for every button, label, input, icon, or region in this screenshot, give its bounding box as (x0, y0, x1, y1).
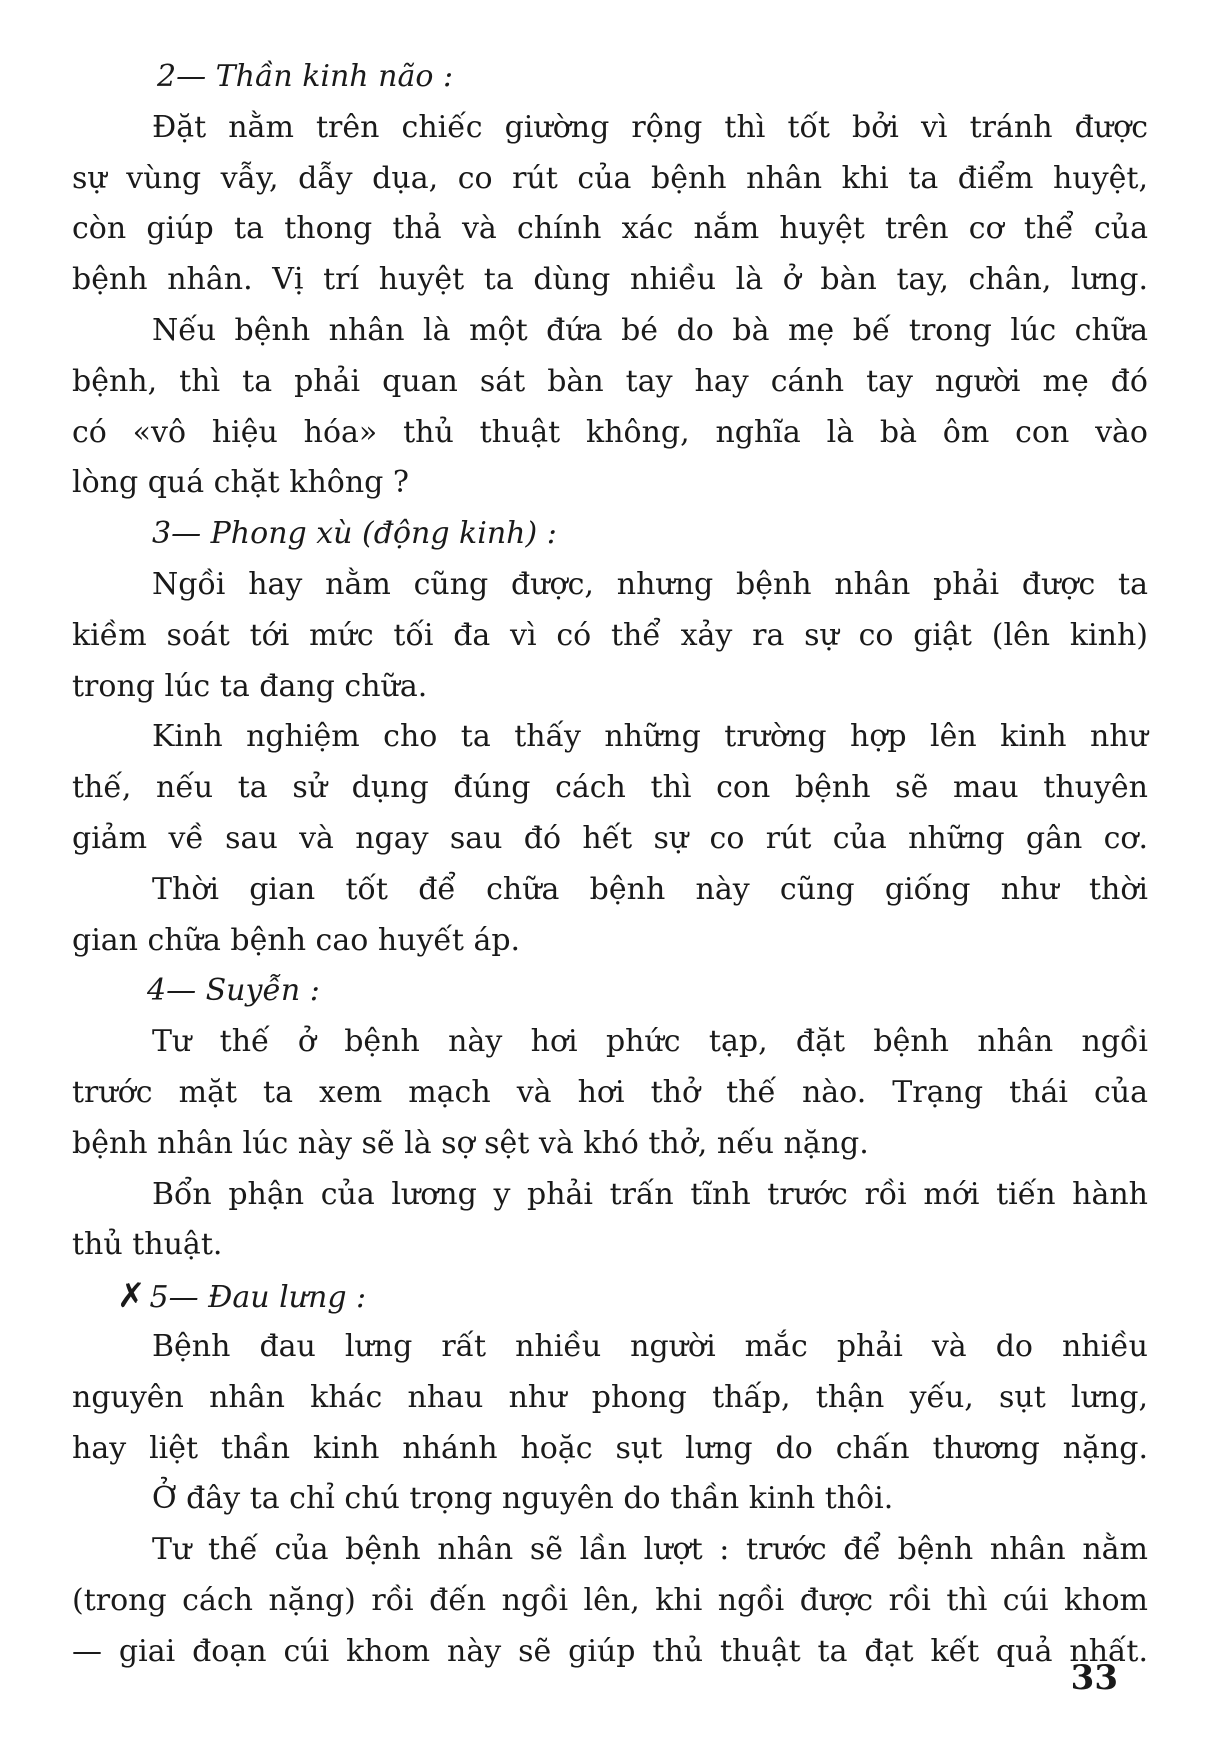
text-line: hay liệt thần kinh nhánh hoặc sụt lưng do chấn thương nặng. (72, 1430, 1148, 1466)
text-line: Bổn phận của lương y phải trấn tĩnh trước rồi mới tiến hành (152, 1176, 1148, 1212)
text-line: trước mặt ta xem mạch và hơi thở thế nào. Trạng thái của (72, 1074, 1148, 1110)
heading-text: 4— Suyễn : (147, 973, 320, 1009)
heading-text: 5— Đau lưng : (149, 1280, 367, 1316)
text-line: thủ thuật. (72, 1227, 223, 1263)
text-line: Thời gian tốt để chữa bệnh này cũng giống như thời (152, 871, 1148, 907)
text-line: bệnh nhân. Vị trí huyệt ta dùng nhiều là ở bàn tay, chân, lưng. (72, 262, 1148, 298)
text-line: kiềm soát tới mức tối đa vì có thể xảy ra sự co giật (lên kinh) (72, 617, 1148, 653)
text-line: Tư thế của bệnh nhân sẽ lần lượt : trước để bệnh nhân nằm (152, 1532, 1148, 1568)
text-line: lòng quá chặt không ? (72, 465, 409, 501)
handwritten-cross-mark: ✗ (117, 1276, 146, 1317)
section-heading-3 (72, 509, 1148, 560)
page-number: 33 (1070, 1658, 1118, 1698)
text-line: sự vùng vẫy, dẫy dụa, co rút của bệnh nhân khi ta điểm huyệt, (72, 160, 1148, 196)
text-line: bệnh nhân lúc này sẽ là sợ sệt và khó thở, nếu nặng. (72, 1125, 869, 1161)
text-line: Ở đây ta chỉ chú trọng nguyên do thần kinh thôi. (152, 1481, 894, 1517)
text-line: nguyên nhân khác nhau như phong thấp, thận yếu, sụt lưng, (72, 1379, 1148, 1415)
text-line: có «vô hiệu hóa» thủ thuật không, nghĩa là bà ôm con vào (72, 414, 1148, 450)
text-line: gian chữa bệnh cao huyết áp. (72, 922, 521, 958)
text-line: Bệnh đau lưng rất nhiều người mắc phải và do nhiều (152, 1328, 1148, 1364)
text-line: Tư thế ở bệnh này hơi phức tạp, đặt bệnh nhân ngồi (152, 1024, 1148, 1060)
text-line: giảm về sau và ngay sau đó hết sự co rút của những gân cơ. (72, 820, 1148, 856)
section-heading-2 (72, 52, 1148, 103)
text-line: — giai đoạn cúi khom này sẽ giúp thủ thuật ta đạt kết quả nhất. (72, 1633, 1148, 1669)
text-line: Đặt nằm trên chiếc giường rộng thì tốt bởi vì tránh được (152, 109, 1148, 145)
text-line: Nếu bệnh nhân là một đứa bé do bà mẹ bế trong lúc chữa (152, 312, 1148, 348)
section-heading-4 (72, 966, 1148, 1017)
text-line: (trong cách nặng) rồi đến ngồi lên, khi ngồi được rồi thì cúi khom (72, 1582, 1148, 1618)
text-line: Kinh nghiệm cho ta thấy những trường hợp lên kinh như (152, 719, 1148, 755)
section-heading-5 (72, 1271, 1148, 1322)
text-line: thế, nếu ta sử dụng đúng cách thì con bệnh sẽ mau thuyên (72, 770, 1148, 806)
document-page (72, 52, 1148, 1678)
text-line: trong lúc ta đang chữa. (72, 668, 428, 704)
heading-text: 3— Phong xù (động kinh) : (152, 516, 557, 552)
text-line: Ngồi hay nằm cũng được, nhưng bệnh nhân phải được ta (152, 566, 1148, 602)
text-line: còn giúp ta thong thả và chính xác nắm huyệt trên cơ thể của (72, 211, 1148, 247)
heading-text: 2— Thần kinh não : (157, 59, 454, 94)
text-line: bệnh, thì ta phải quan sát bàn tay hay cánh tay người mẹ đó (72, 363, 1148, 399)
